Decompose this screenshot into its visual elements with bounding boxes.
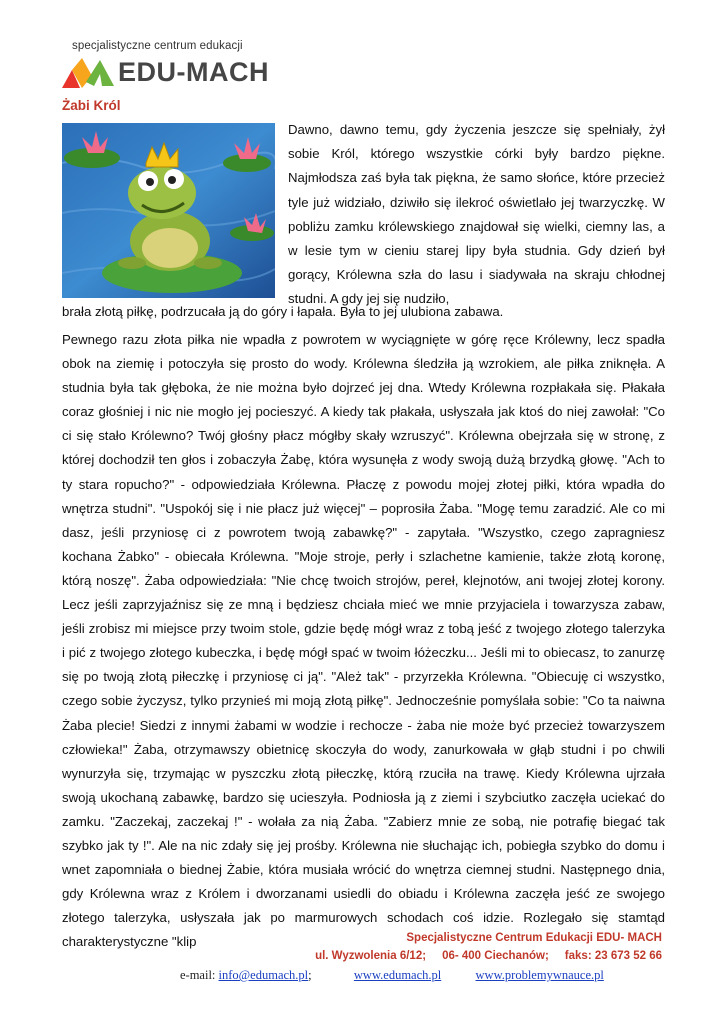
footer-links — [180, 968, 604, 983]
footer-contact — [315, 950, 662, 962]
frog-king-illustration — [62, 123, 275, 298]
edu-mach-logo-icon — [62, 56, 118, 90]
footer-org: Specjalistyczne Centrum Edukacji EDU- MACH — [406, 932, 662, 944]
article-intro: Dawno, dawno temu, gdy życzenia jeszcze się spełniały, żył sobie Król, którego wszystkie córki były bardzo piękne. Najmłodsza zaś była tak piękna, że samo słońce, które przecież tyle już widziało, dziwiło się ilekroć oświetlało jej twarzyczkę. W pobliżu zamku królewskiego znajdował się wielki, ciemny las, a w lesie tym w cieniu starej lipy była studnia. Gdy dzień był gorący, Królewna szła do lasu i siadywała na skraju chłodnej studni. A gdy jej się nudziło, — [288, 122, 665, 307]
footer-address: ul. Wyzwolenia 6/12; — [315, 950, 427, 962]
header-tagline: specjalistyczne centrum edukacji — [72, 40, 243, 52]
footer-postal: 06- 400 Ciechanów; — [442, 950, 549, 962]
footer-site-link[interactable]: www.edumach.pl — [353, 968, 442, 982]
footer-email-label: e-mail: — [180, 968, 216, 982]
footer-site2-link[interactable]: www.problemywnauce.pl — [475, 968, 604, 982]
footer-fax: faks: 23 673 52 66 — [564, 950, 662, 962]
brand-name: EDU-MACH — [118, 57, 269, 87]
article-body: Pewnego razu złota piłka nie wpadła z powrotem w wyciągnięte w górę ręce Królewny, lecz spadła obok na ziemię i potoczyła się prosto do wody. Królewna śledziła ją wzrokiem, ale piłka zniknęła. A studnia była tak głęboka, że nie można było dojrzeć jej dna. Wtedy Królewna rozpłakała się. Płakała coraz głośniej i nic nie mogło jej pocieszyć. A kiedy tak płakała, usłyszała jak ktoś do niej zawołał: "Co ci się stało Królewno? Twój głośny płacz mógłby skały wzruszyć". Królewna obejrzała się w stronę, z której dochodził ten głos i zobaczyła Żabę, która wysunęła z wody swoją dużą brzydką głowę. "Ach to ty stara ropucho?" - odpowiedziała Królewna. Płaczę z powodu mojej złotej piłki, która wpadła do wnętrza studni". "Uspokój się i nie płacz już więcej" – poprosiła Żaba. "Mogę temu zaradzić. Ale co mi dasz, jeśli przyniosę ci z powrotem twoją zabawkę?" - zapytała. "Wszystko, czego zapragniesz kochana Żabko" - obiecała Królewna. "Moje stroje, perły i szlachetne kamienie, także złotą koronę, którą noszę". Żaba odpowiedziała: "Nie chcę twoich strojów, pereł, klejnotów, ani twojej złotej korony. Lecz jeśli zaprzyjaźnisz się ze mną i będziesz chciała mieć we mnie przyjaciela i towarzysza zabaw, jeśli zrobisz mi miejsce przy twoim stole, gdzie będę mógł wraz z tobą jeść z twojego złotego talerzyka i pić z twojego złotego kubeczka, i będę mógł spać w twoim łóżeczku... Jeśli mi to obiecasz, to zanurzę się po twoją złotą piłeczkę i przyniosę ci ją". "Ależ tak" - przyrzekła Królewna. "Obiecuję ci wszystko, czego sobie życzysz, tylko przynieś mi moją złotą piłkę". Jednocześnie pomyślała sobie: "Co ta naiwna Żaba plecie! Siedzi z innymi żabami w wodzie i rechocze - żaba nie może być przecież towarzyszem człowieka!" Żaba, otrzymawszy obietnicę skoczyła do wody, zanurkowała w głąb studni i po chwili wynurzyła się, trzymając w pyszczku złotą piłeczkę, którą rzuciła na trawę. Kiedy Królewna ujrzała swoją ukochaną zabawkę, bardzo się ucieszyła. Podniosła ją z ziemi i szybciutko zaczęła uciekać do zamku. "Zaczekaj, zaczekaj !" - wołała za nią Żaba. "Zabierz mnie ze sobą, nie potrafię biegać tak szybko jak ty !". Ale na nic zdały się jej prośby. Królewna nie słuchając ich, pobiegła szybko do domu i wnet zapomniała o biednej Żabie, która musiała wrócić do wnętrza ciemnej studni. Następnego dnia, gdy Królewna wraz z Królem i dworzanami usiedli do obiadu i Królewna zaczęła jeść ze swojego złotego talerzyka, usłyszała jak po marmurowych schodach coś idzie. Rozlegało się stamtąd charakterystyczne "klip — [62, 332, 665, 950]
footer-email-suffix: ; — [308, 968, 312, 982]
article-intro-tail: brała złotą piłkę, podrzucała ją do góry i łapała. Była to jej ulubiona zabawa. — [62, 304, 504, 319]
footer-email-link[interactable]: info@edumach.pl — [218, 968, 309, 982]
article-title: Żabi Król — [62, 98, 121, 113]
